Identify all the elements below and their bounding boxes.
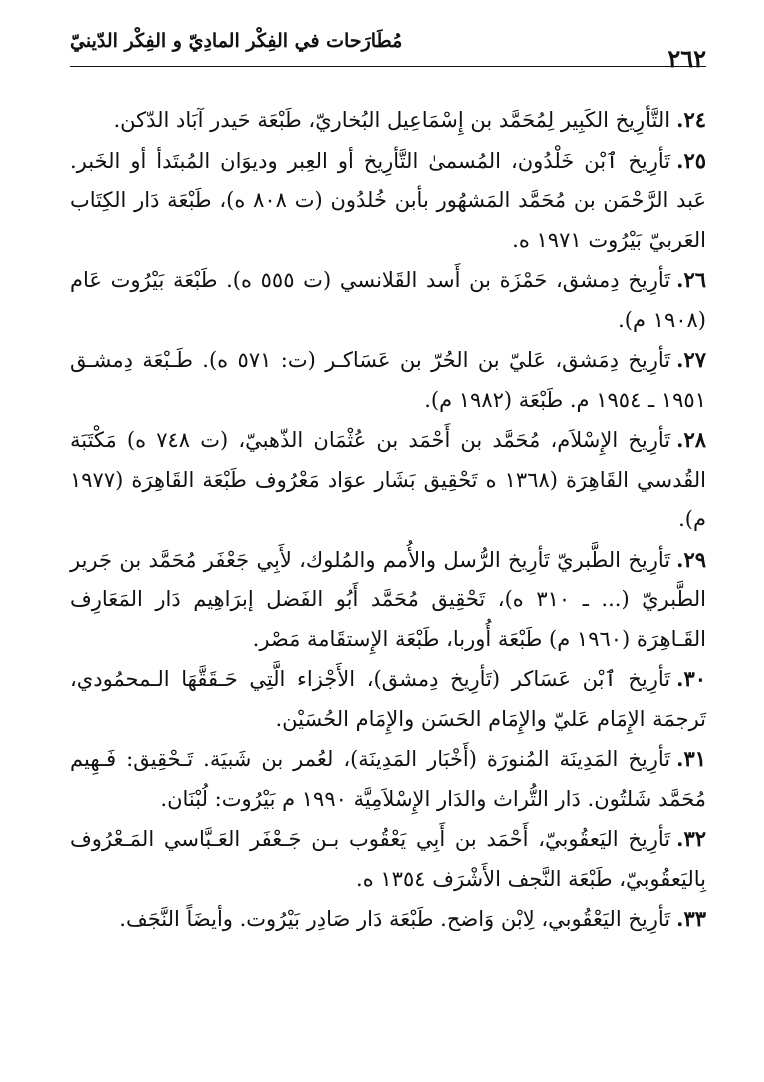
entry-number: ٢٤. [676,107,706,132]
entry-text: تَأرِيخ دِمشق، حَمْزَة بن أَسد القَلانسي (ت ٥٥٥ ه). طَبْعَة بَيْرُوت عَام (١٩٠٨ م). [70,268,706,332]
bibliography-entry-26 [70,260,706,340]
entry-text: تَأرِيخ المَدِينَة المُنورَة (أَخْبَار المَدِينَة)، لعُمر بن شَبيَة. تَـحْقِيق: فَـهِيم مُحَمَّد شَلتُون. دَار التُّراث والدَار الإِسْلاَمِيَّة ١٩٩٠ م بَيْرُوت: لُبْنَان. [70,747,706,811]
entry-number: ٢٥. [676,147,706,173]
bibliography-entry-24 [70,100,706,141]
bibliography-entry-27 [70,340,706,420]
entry-number: ٢٨. [676,427,706,452]
entry-text: تَأرِيخ الإِسْلاَم، مُحَمَّد بن أَحْمَد بن عُثْمَان الذّهبيّ، (ت ٧٤٨ ه) مَكْتَبَة القُدسي القَاهِرَة (١٣٦٨ ه تَحْقِيق بَشَار عوَاد مَعْرُوف طَبْعَة القَاهِرَة (١٩٧٧ م). [70,428,706,531]
entry-text: تَأرِيخ اليَعْقُوبي، لِابْن وَاضح. طَبْعَة دَار صَادِر بَيْرُوت. وأيضَاً النَّجَف. [119,907,671,931]
page-number: ٢٦٢ [667,44,706,73]
entry-text: تَأرِيخ دِمَشق، عَليّ بن الحُرّ بن عَسَاكـر (ت: ٥٧١ ه). طَـبْعَة دِمشـق ١٩٥١ ـ ١٩٥٤ م. طَبْعَة (١٩٨٢ م). [70,348,706,412]
bibliography-entry-31 [70,739,706,819]
header-rule [70,66,706,67]
entry-number: ٣٣. [676,906,706,931]
bibliography-entry-30 [70,659,706,739]
entry-text: تَأرِيخ ٱبْن خَلْدُون، المُسمىٰ التَّأرِيخ أو العِبر وديوَان المُبتَدأ أو الخَبر. عَبد الرَّحْمَن بن مُحَمَّد المَشهُور بأبن خُلدُون (ت ٨٠٨ ه)، طَبْعَة دَار الكِتَاب العَربيّ بَيْرُوت ١٩٧١ ه. [70,148,706,252]
page-header [70,22,706,73]
entry-text: تَأرِيخ الطَّبريّ تَأرِيخ الرُّسل والأُمم والمُلوك، لأَبِي جَعْفَر مُحَمَّد بن جَرير الطَّبريّ (... ـ ٣١٠ ه)، تَحْقِيق مُحَمَّد أَبُو الفَضل إبرَاهِيم دَار المَعَارِف القَـاهِرَة (١٩٦٠ م) طَبْعَة أُوربا، طَبْعَة الإِستقَامة مَصْر. [70,547,707,651]
bibliography-list [70,100,706,940]
entry-number: ٢٩. [676,546,706,572]
entry-number: ٣٠. [676,666,706,691]
entry-text: التَّأرِيخ الكَبِير لِمُحَمَّد بن إِسْمَاعِيل البُخاريّ، طَبْعَة حَيدر آبَاد الدّكن. [113,108,671,132]
bibliography-entry-25 [70,141,706,261]
entry-number: ٢٧. [676,347,706,372]
entry-number: ٣١. [676,746,706,771]
bibliography-entry-33 [70,899,706,940]
entry-text: تَأرِيخ اليَعقُوبيّ، أَحْمَد بن أَبِي يَعْقُوب بـن جَـعْفَر العَـبَّاسي المَـعْرُوف بِاليَعقُوبيّ، طَبْعَة النَّجف الأَشْرَف ١٣٥٤ ه. [70,827,706,891]
entry-number: ٣٢. [676,826,706,851]
running-title: مُطَارَحات في الفِكْر المادِيّ و الفِكْر الدّينيّ [70,30,403,52]
entry-number: ٢٦. [676,267,706,292]
bibliography-entry-32 [70,819,706,899]
bibliography-entry-28 [70,420,706,540]
entry-text: تَأرِيخ ٱبْن عَسَاكر (تَأرِيخ دِمشق)، الأَجْزاء الَّتِي حَـقَقَّهَا الـمحمُودي، تَرجمَة الإِمَام عَليّ والإِمَام الحَسَن والإِمَام الحُسَيْن. [70,667,706,731]
bibliography-entry-29 [70,540,706,660]
